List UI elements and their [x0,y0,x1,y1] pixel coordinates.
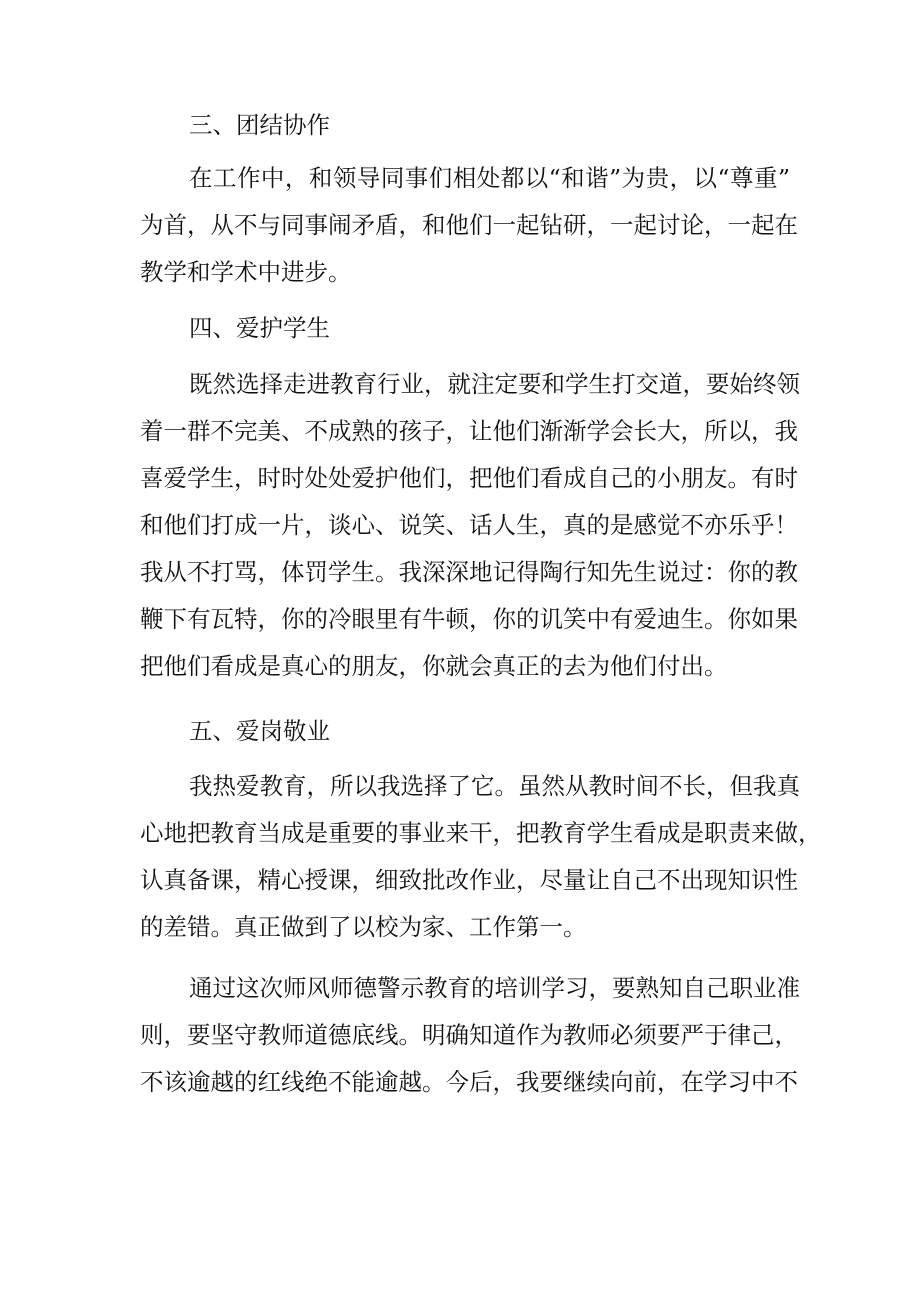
section-heading-5: 五、爱岗敬业 [189,717,330,745]
paragraph-line: 认真备课，精心授课，细致批改作业，尽量让自己不出现知识性 [140,866,798,894]
paragraph-line: 喜爱学生，时时处处爱护他们，把他们看成自己的小朋友。有时 [140,464,798,492]
paragraph-line: 把他们看成是真心的朋友，你就会真正的去为他们付出。 [140,652,728,680]
paragraph-line: 的差错。真正做到了以校为家、工作第一。 [140,913,587,941]
paragraph-line: 我从不打骂，体罚学生。我深深地记得陶行知先生说过：你的教 [140,558,798,586]
paragraph-line: 不该逾越的红线绝不能逾越。今后，我要继续向前，在学习中不 [140,1068,798,1096]
paragraph-line: 通过这次师风师德警示教育的培训学习，要熟知自己职业准 [189,974,800,1002]
paragraph-line: 教学和学术中进步。 [140,258,352,286]
paragraph-line: 则，要坚守教师道德底线。明确知道作为教师必须要严于律己， [140,1021,798,1049]
paragraph-line: 鞭下有瓦特，你的冷眼里有牛顿，你的讥笑中有爱迪生。你如果 [140,605,798,633]
paragraph-line: 心地把教育当成是重要的事业来干，把教育学生看成是职责来做， [140,819,822,847]
section-heading-3: 三、团结协作 [189,111,330,139]
paragraph-line: 着一群不完美、不成熟的孩子，让他们渐渐学会长大，所以，我 [140,417,798,445]
paragraph-line: 为首，从不与同事闹矛盾，和他们一起钻研，一起讨论，一起在 [140,211,798,239]
paragraph-line: 和他们打成一片，谈心、说笑、话人生，真的是感觉不亦乐乎！ [140,511,798,539]
paragraph-line: 既然选择走进教育行业，就注定要和学生打交道，要始终领 [189,370,800,398]
paragraph-line: 在工作中，和领导同事们相处都以“和谐”为贵，以“尊重” [189,164,790,192]
paragraph-line: 我热爱教育，所以我选择了它。虽然从教时间不长，但我真 [189,772,800,800]
section-heading-4: 四、爱护学生 [189,314,330,342]
